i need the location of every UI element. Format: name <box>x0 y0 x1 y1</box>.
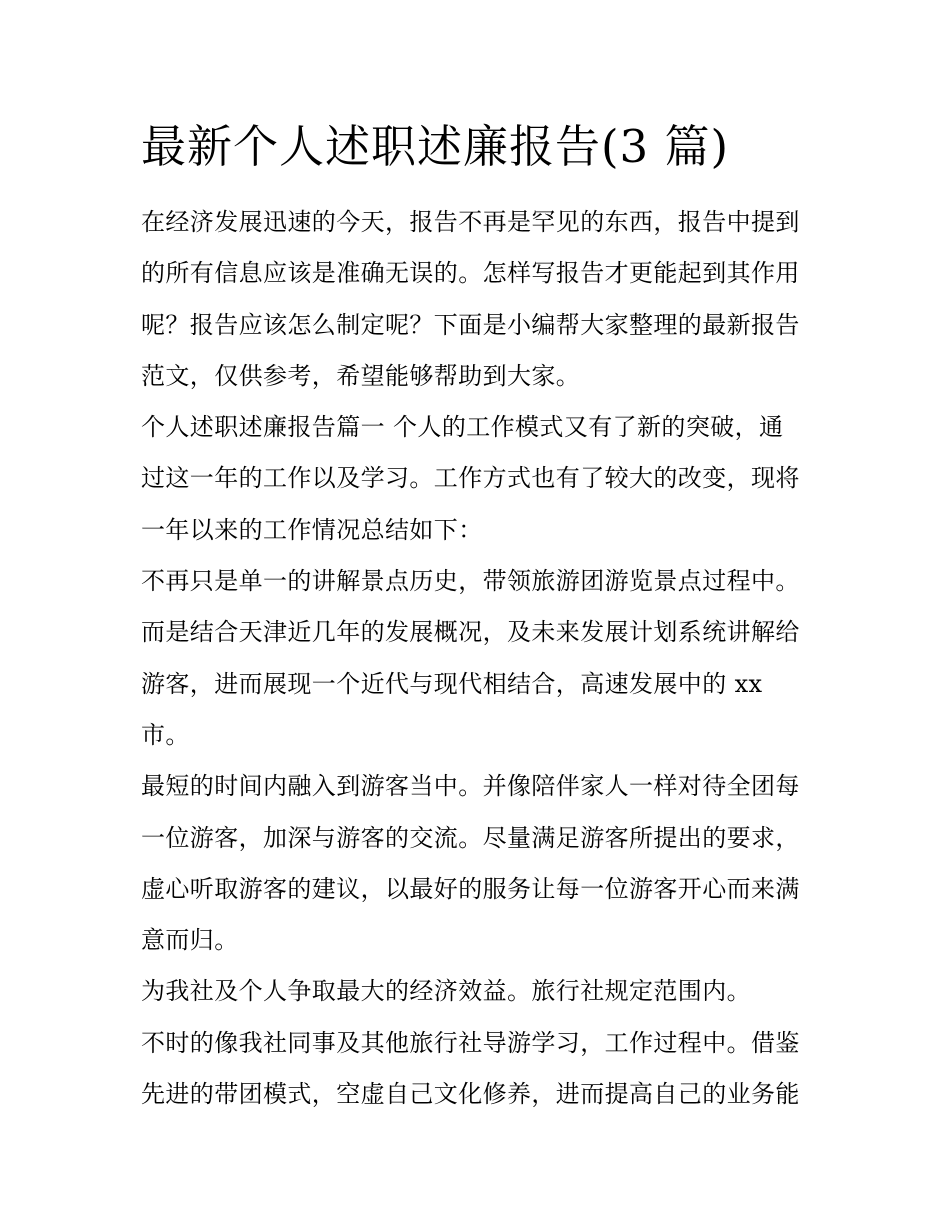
text-line: 在经济发展迅速的今天，报告不再是罕见的东西，报告中提到 <box>141 208 800 236</box>
text-line: 一年以来的工作情况总结如下： <box>141 515 483 544</box>
document-page <box>141 114 815 1120</box>
text-line: 市。 <box>141 720 190 749</box>
document-title: 最新个人述职述廉报告(3 篇) <box>141 120 730 173</box>
text-line: 的所有信息应该是准确无误的。怎样写报告才更能起到其作用 <box>141 259 800 288</box>
text-line: 先进的带团模式，空虚自己文化修养，进而提高自己的业务能 <box>141 1080 800 1109</box>
text-line: 最短的时间内融入到游客当中。并像陪伴家人一样对待全团每 <box>141 772 800 801</box>
text-line: 不时的像我社同事及其他旅行社导游学习，工作过程中。借鉴 <box>141 1028 800 1057</box>
text-line: 范文，仅供参考，希望能够帮助到大家。 <box>141 361 581 390</box>
text-line: 游客，进而展现一个近代与现代相结合，高速发展中的 xx <box>141 669 763 698</box>
text-line: 个人述职述廉报告篇一 个人的工作模式又有了新的突破，通 <box>141 413 784 442</box>
text-line: 不再只是单一的讲解景点历史，带领旅游团游览景点过程中。 <box>141 567 800 596</box>
text-line: 过这一年的工作以及学习。工作方式也有了较大的改变，现将 <box>141 464 800 493</box>
text-line: 虚心听取游客的建议，以最好的服务让每一位游客开心而来满 <box>141 874 800 903</box>
document-body <box>141 197 815 1120</box>
text-line: 一位游客，加深与游客的交流。尽量满足游客所提出的要求， <box>141 823 800 852</box>
text-line: 意而归。 <box>141 926 239 955</box>
text-line: 而是结合天津近几年的发展概况，及未来发展计划系统讲解给 <box>141 618 800 647</box>
text-line: 为我社及个人争取最大的经济效益。旅行社规定范围内。 <box>141 977 751 1006</box>
text-line: 呢？报告应该怎么制定呢？下面是小编帮大家整理的最新报告 <box>141 310 800 339</box>
